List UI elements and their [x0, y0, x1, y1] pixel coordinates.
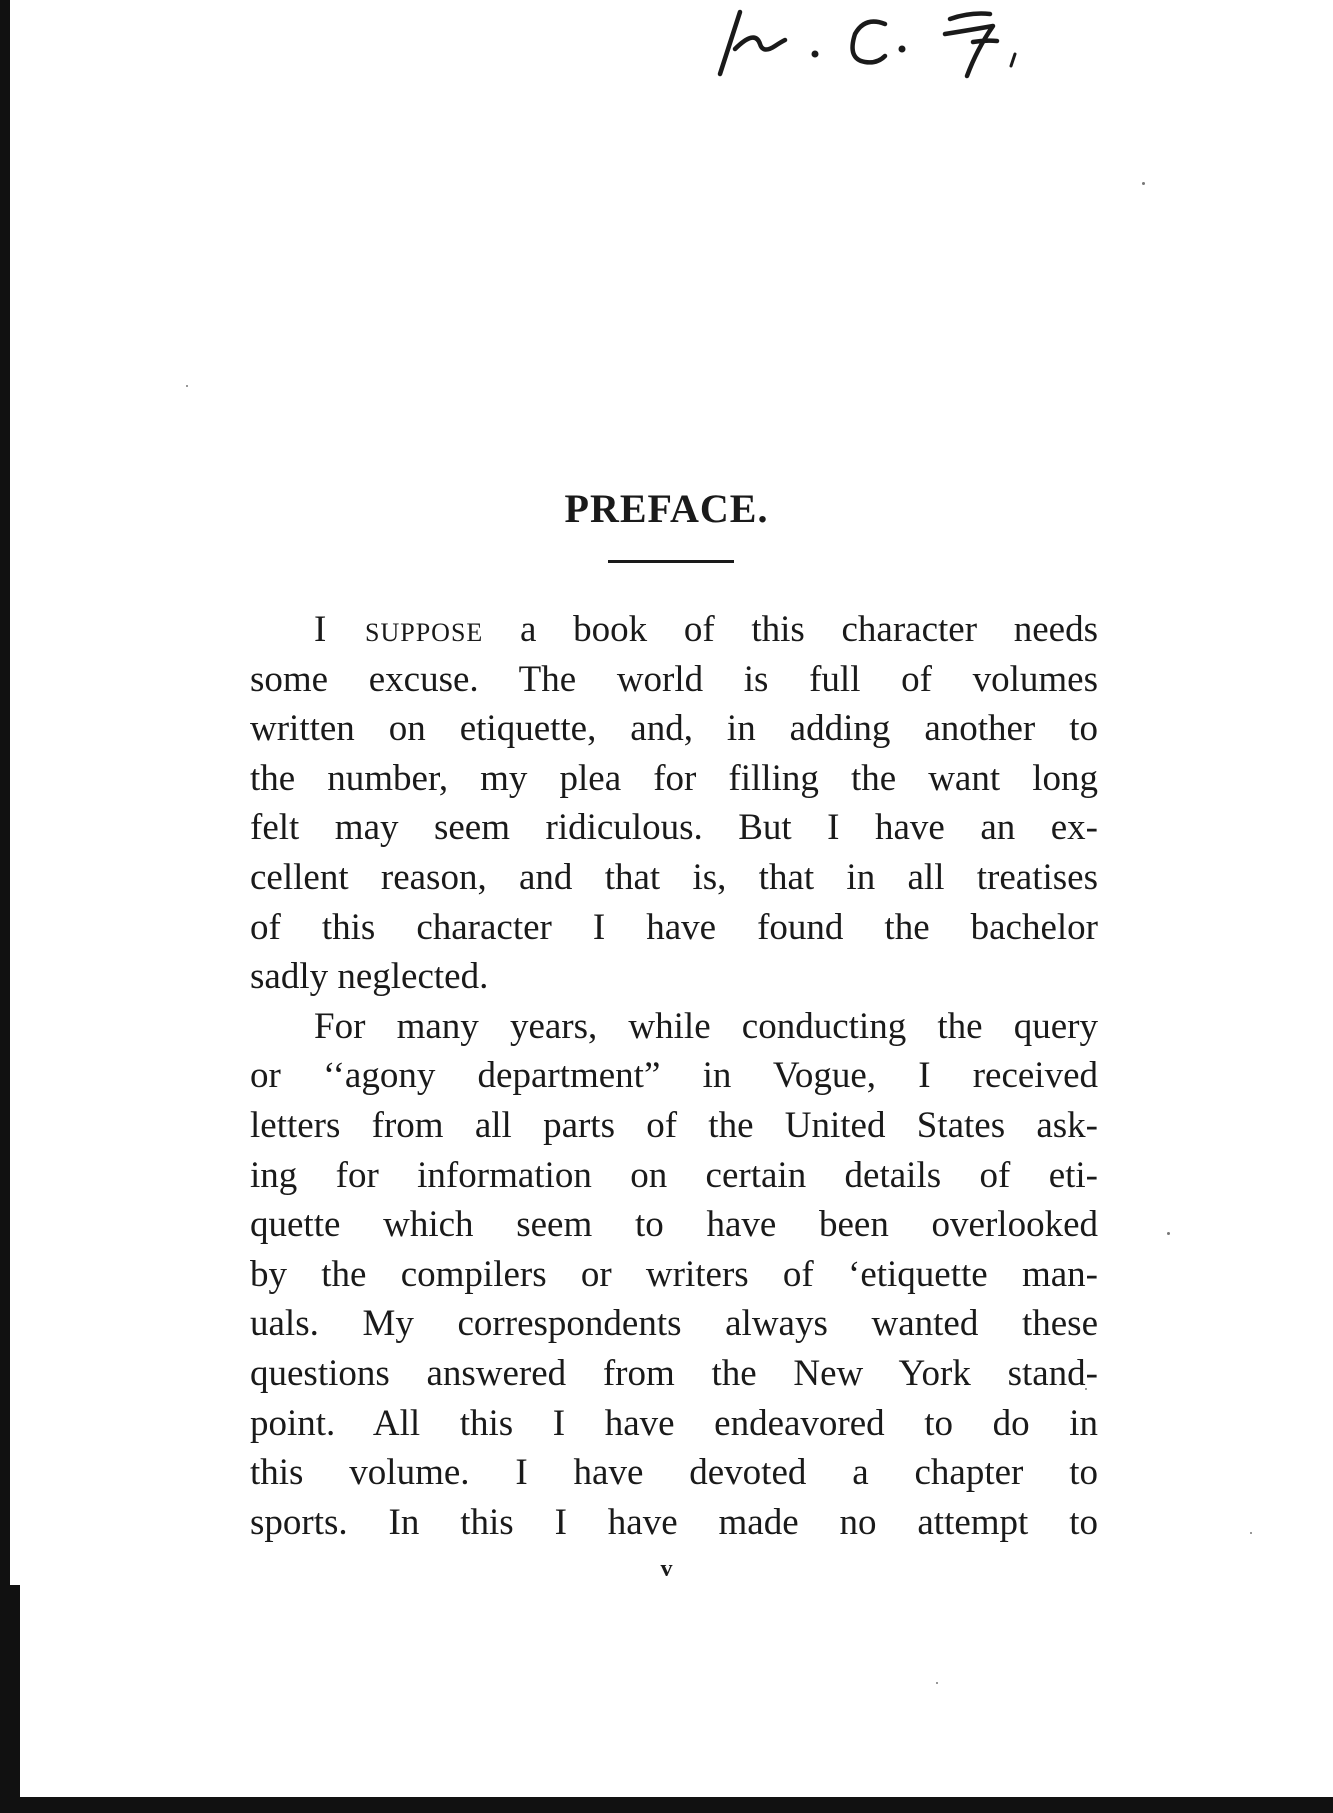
text-line: some excuse. The world is full of volumes	[250, 658, 1098, 700]
scan-speck	[936, 1682, 938, 1684]
text-line: by the compilers or writers of ‘etiquette man-	[250, 1253, 1098, 1295]
text-line: questions answered from the New York stand-	[250, 1352, 1098, 1394]
text-line: felt may seem ridiculous. But I have an ex-	[250, 807, 1098, 849]
text-line: the number, my plea for filling the want long	[250, 757, 1098, 799]
smallcaps-lead: I suppose	[314, 609, 484, 650]
text-line: For many years, while conducting the query	[314, 1005, 1098, 1047]
scan-speck	[1250, 1532, 1252, 1534]
page-title: PREFACE.	[564, 485, 769, 531]
text-line: this volume. I have devoted a chapter to	[250, 1452, 1098, 1494]
scan-speck	[1142, 182, 1145, 185]
scan-speck	[186, 385, 188, 387]
page-number: v	[660, 1556, 673, 1582]
text-line: letters from all parts of the United States ask-	[250, 1104, 1098, 1146]
text-line: ing for information on certain details of eti-	[250, 1154, 1098, 1196]
title-rule	[608, 560, 734, 563]
text-line: sports. In this I have made no attempt to	[250, 1501, 1098, 1543]
page-left-edge	[0, 0, 10, 1813]
text-line: sadly neglected.	[250, 956, 489, 998]
preface-body	[250, 605, 1098, 1547]
text-line: I suppose a book of this character needs	[314, 609, 1098, 650]
text-line: quette which seem to have been overlooked	[250, 1204, 1098, 1246]
scan-speck	[1167, 1232, 1170, 1235]
text-line: point. All this I have endeavored to do in	[250, 1402, 1098, 1444]
text-line: written on etiquette, and, in adding another to	[250, 708, 1098, 750]
text-line: of this character I have found the bachelor	[250, 906, 1098, 948]
page-left-edge-shadow	[0, 1585, 20, 1813]
text-line: uals. My correspondents always wanted these	[250, 1303, 1098, 1345]
page-bottom-edge	[0, 1797, 1333, 1813]
text-line: or ‘‘agony department” in Vogue, I received	[250, 1055, 1098, 1097]
text-line: cellent reason, and that is, that in all treatises	[250, 856, 1098, 898]
handwritten-mark-image	[715, 4, 1095, 84]
